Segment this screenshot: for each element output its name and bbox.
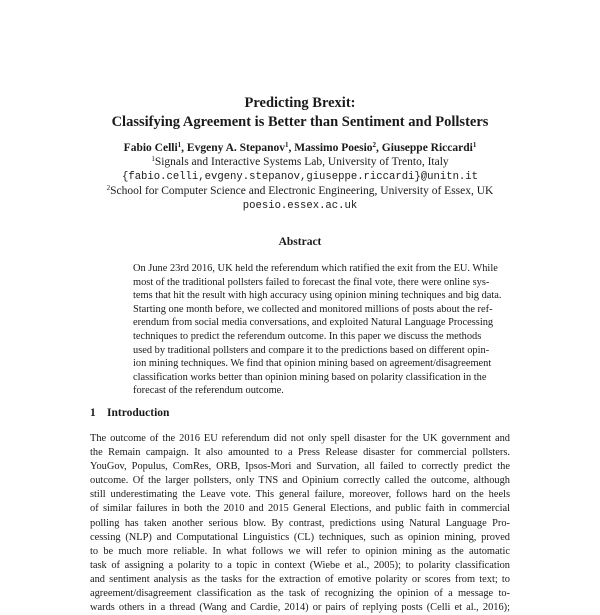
affiliation-2 [0,184,600,198]
author-list [0,141,600,155]
email-1: {fabio.celli,evgeny.stepanov,giuseppe.riccardi}@unitn.it [121,171,478,183]
text-line: classification works better than opinion mining based on polarity classification in the [133,371,487,383]
text-line: the Remain campaign. It also amounted to a Press Release disaster for commercial pollsters. [90,447,510,459]
text-line: agreement/disagreement classification as the task of recognizing the opinion of a message to- [90,588,510,600]
text-line: Starting one month before, we collected and monitored millions of posts about the ref- [133,303,493,315]
author-affiliation-mark: 1 [285,141,289,149]
section-title: Introduction [107,407,170,419]
text-line: polling has taken another serious blow. By contrast, predictions using Natural Language Pro- [90,517,510,529]
author-affiliation-mark: 1 [472,141,477,149]
paper-title-line-1: Predicting Brexit: [244,95,356,111]
paper-title-line-2: Classifying Agreement is Better than Sentiment and Pollsters [111,114,489,130]
author-affiliation-mark: 2 [372,141,377,149]
affiliation-text: Signals and Interactive Systems Lab, University of Trento, Italy [154,156,449,168]
email-2: poesio.essex.ac.uk [242,200,358,212]
text-line: The outcome of the 2016 EU referendum did not only spell disaster for the UK government and [90,433,510,444]
section-heading [90,407,169,419]
abstract-heading: Abstract [278,236,322,248]
text-line: most of the traditional pollsters failed to forecast the final vote, there were online sys- [133,276,490,288]
text-line: of similar failures in both the 2010 and 2015 General Elections, and public faith in commercial [90,503,510,515]
text-line: wards others in a thread (Wang and Cardie, 2014) or pairs of replying posts (Celli et al., 2016); [90,602,510,614]
text-line: tems that hit the result with high accuracy using opinion mining techniques and big data. [133,290,502,302]
affiliation-mark: 2 [106,184,111,192]
text-line: and sentiment analysis as the tasks for the extraction of emotive polarity or scores from text; to [90,573,510,585]
text-line: still underestimating the Leave vote. This general failure, moreover, follows hard on the heels [90,489,510,501]
text-line: On June 23rd 2016, UK held the referendum which ratified the exit from the EU. While [133,263,498,274]
text-line: task of assigning a polarity to a topic in context (Wiebe et al., 2005); to polarity classification [90,559,510,571]
author-separator: , [181,142,187,154]
author-name: Evgeny A. Stepanov [186,142,286,154]
author-name: Giuseppe Riccardi [381,142,473,154]
author-separator: , [288,142,295,154]
text-line: techniques to predict the referendum outcome. In this paper we discuss the methods [133,330,482,342]
affiliation-text: School for Computer Science and Electronic Engineering, University of Essex, UK [110,185,494,197]
text-line: used by traditional pollsters and compare it to the predictions based on different opin- [133,344,490,356]
introduction-body [90,432,510,615]
text-line: YouGov, Populus, ComRes, ORB, Ipsos-Mori and Survation, all failed to correctly predict the [90,461,510,473]
text-line: forecast of the referendum outcome. [133,385,284,397]
author-affiliation-mark: 1 [177,141,182,149]
text-line: outcome. Of the larger pollsters, only TNS and Opinium correctly called the outcome, although [90,475,510,487]
affiliation-1 [0,155,600,169]
text-line: to be much more reliable. In what follows we will refer to opinion mining as the automatic [90,545,510,557]
author-separator: , [376,142,382,154]
abstract-body [133,262,502,398]
section-number: 1 [90,407,96,419]
author-name: Massimo Poesio [294,142,373,154]
affiliation-mark: 1 [151,155,155,163]
text-line: cessing (NLP) and Computational Linguistics (CL) techniques, such as opinion mining, proved [90,531,510,543]
author-name: Fabio Celli [123,142,178,154]
text-line: ion mining techniques. We find that opinion mining based on agreement/disagreement [133,358,492,370]
text-line: erendum from social media conversations, and exploited Natural Language Processing [133,317,494,329]
